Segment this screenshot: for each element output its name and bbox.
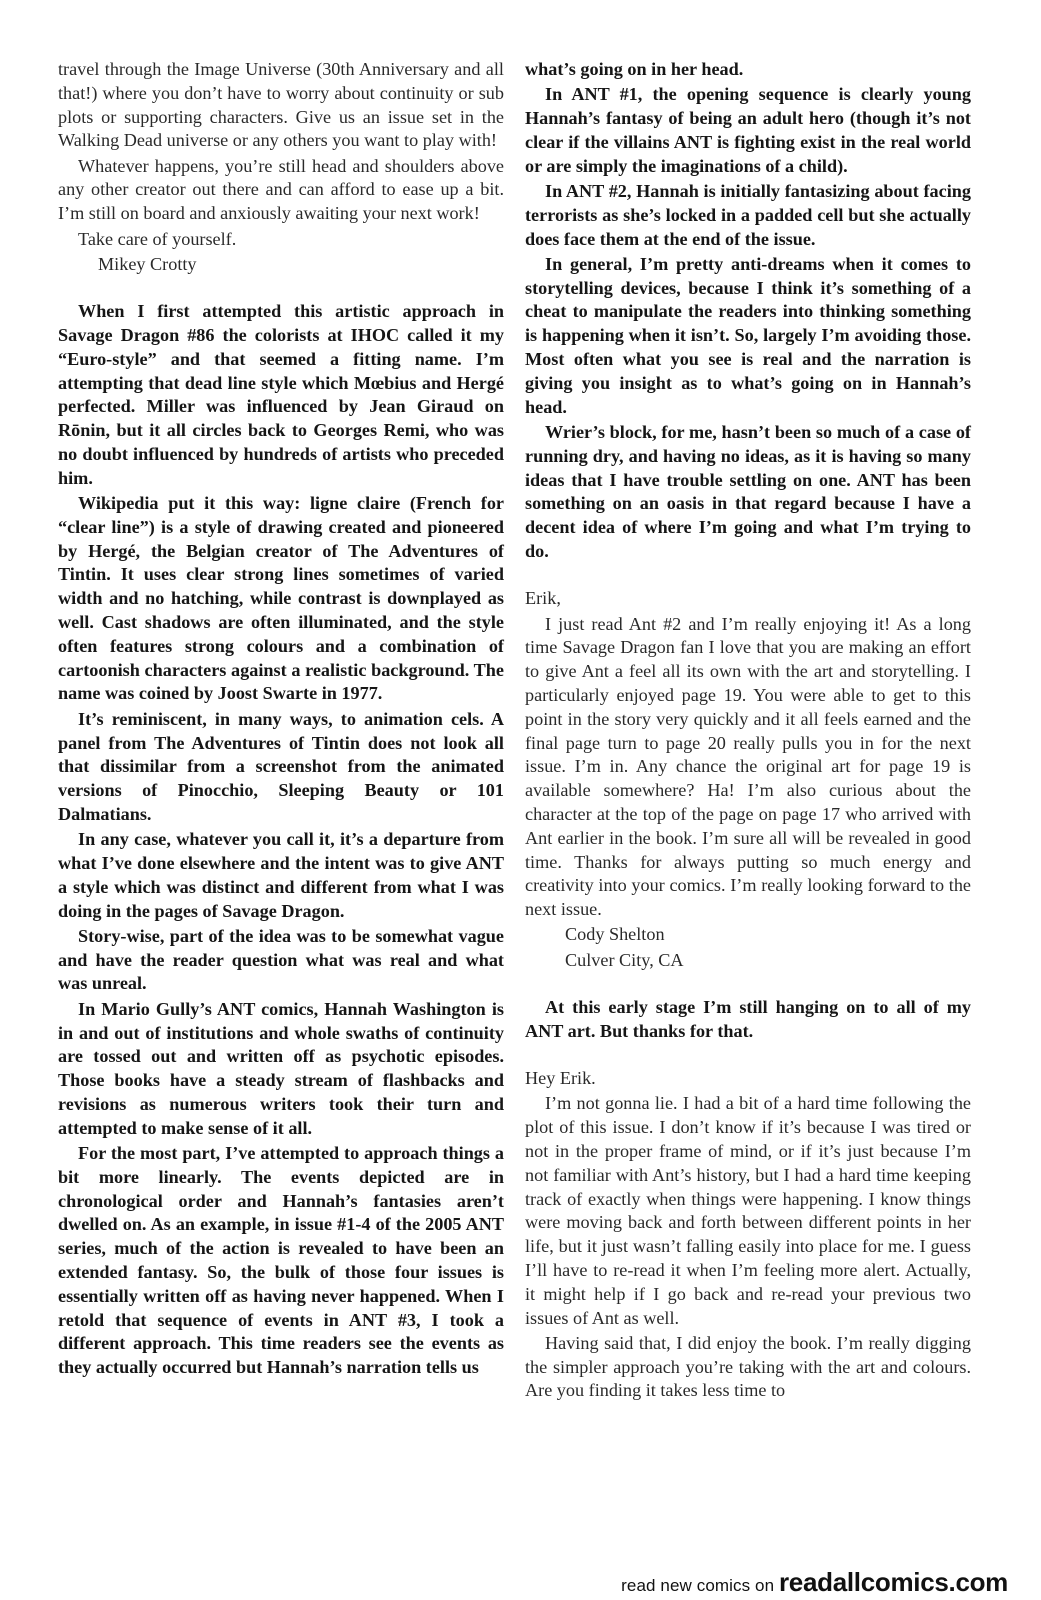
- editor-response-paragraph: It’s reminiscent, in many ways, to animation cels. A panel from The Adventures of Tintin does not look all that dissimilar from a screenshot from the animated versions of Pinocchio, Sleeping Beauty or 101 Dalmatians.: [58, 708, 504, 824]
- editor-response-paragraph: what’s going on in her head.: [525, 59, 744, 79]
- paragraph-spacer: [525, 974, 971, 996]
- letter-paragraph: Having said that, I did enjoy the book. I’m really digging the simpler approach you’re taking with the art and colours. Are you finding it takes less time to: [525, 1332, 971, 1401]
- editor-response-paragraph: In ANT #1, the opening sequence is clearly young Hannah’s fantasy of being an adult hero (though it’s not clear if the villains ANT is fighting exist in the real world or are simply the imaginations of a child).: [525, 84, 971, 176]
- editor-response-paragraph: For the most part, I’ve attempted to approach things a bit more linearly. The events depicted are in chronological order and Hannah’s fantasies aren’t dwelled on. As an example, in issue #1-4 of the 2005 ANT series, much of the action is revealed to have been an extended fantasy. So, the bulk of those four issues is essentially written off as having never happened. When I retold that sequence of events in ANT #3, I took a different approach. This time readers see the events as they actually occurred but Hannah’s narration tells us: [58, 1143, 504, 1378]
- right-column: [525, 58, 971, 1405]
- editor-response-paragraph: In any case, whatever you call it, it’s a departure from what I’ve done elsewhere and the intent was to give ANT a style which was distinct and different from what I was doing in the pages of Savage Dragon.: [58, 829, 504, 921]
- editor-response-paragraph: At this early stage I’m still hanging on to all of my ANT art. But thanks for that.: [525, 996, 971, 1041]
- signature-line: Culver City, CA: [565, 949, 684, 970]
- letter-paragraph: Whatever happens, you’re still head and shoulders above any other creator out there and can afford to ease up a bit. I’m still on board and anxiously awaiting your next work!: [58, 155, 504, 224]
- footer-site-link[interactable]: readallcomics.com: [778, 1567, 1008, 1597]
- editor-response-paragraph: In Mario Gully’s ANT comics, Hannah Washington is in and out of institutions and whole swaths of continuity are tossed out and written off as psychotic episodes. Those books have a steady stream of flashbacks and revisions as numerous writers took their turn and attempted to make sense of it all.: [58, 998, 504, 1138]
- left-column: [58, 58, 504, 1382]
- editor-response-paragraph: Wikipedia put it this way: ligne claire (French for “clear line”) is a style of drawing created and pioneered by Hergé, the Belgian creator of The Adventures of Tintin. It uses clear strong lines sometimes of varied width and no hatching, while contrast is downplayed as well. Cast shadows are often illuminated, and the style often features strong colours and a combination of cartoonish characters against a realistic background. The name was coined by Joost Swarte in 1977.: [58, 493, 504, 704]
- letter-paragraph: Take care of yourself.: [78, 228, 237, 249]
- paragraph-spacer: [525, 1045, 971, 1067]
- letter-paragraph: travel through the Image Universe (30th Anniversary and all that!) where you don’t have to worry about continuity or sub plots or supporting characters. Give us an issue set in the Walking Dead universe or any others you want to play with!: [58, 59, 504, 151]
- watermark-footer[interactable]: [621, 1567, 1008, 1598]
- editor-response-paragraph: Wrier’s block, for me, hasn’t been so much of a case of running dry, and having no ideas, as it is having so many ideas that I have trouble settling on one. ANT has been something on an oasis in that regard because I have a decent idea of where I’m going and what I’m trying to do.: [525, 421, 971, 561]
- editor-response-paragraph: In ANT #2, Hannah is initially fantasizing about facing terrorists as she’s locked in a padded cell but she actually does face them at the end of the issue.: [525, 180, 971, 249]
- editor-response-paragraph: Story-wise, part of the idea was to be somewhat vague and have the reader question what was real and what was unreal.: [58, 925, 504, 994]
- signature-line: Mikey Crotty: [98, 253, 197, 274]
- paragraph-spacer: [58, 278, 504, 300]
- signature-line: Cody Shelton: [565, 924, 665, 945]
- editor-response-paragraph: In general, I’m pretty anti-dreams when it comes to storytelling devices, because I think it’s something of a cheat to manipulate the readers into thinking something is happening when it isn’t. So, largely I’m avoiding those. Most often what you see is real and the narration is giving you insight as to what’s going on in Hannah’s head.: [525, 253, 971, 417]
- letter-paragraph: I just read Ant #2 and I’m really enjoying it! As a long time Savage Dragon fan I love that you are making an effort to give Ant a feel all its own with the art and storytelling. I particularly enjoyed page 19. You were able to get to this point in the story very quickly and it all feels earned and the final page turn to page 20 really pulls you in for the next issue. I’m in. Any chance the original art for page 19 is available somewhere? Ha! I’m also curious about the character at the top of the page on page 17 who arrived with Ant earlier in the book. I’m sure all will be revealed in good time. Thanks for always putting so much energy and creativity into your comics. I’m really looking forward to the next issue.: [525, 613, 971, 920]
- letter-salutation: Erik,: [525, 588, 561, 609]
- letter-salutation: Hey Erik.: [525, 1068, 596, 1089]
- footer-prefix: read new comics on: [621, 1576, 779, 1595]
- editor-response-paragraph: When I first attempted this artistic approach in Savage Dragon #86 the colorists at IHOC called it my “Euro-style” and that seemed a fitting name. I’m attempting that dead line style which Mœbius and Hergé perfected. Miller was influenced by Jean Giraud on Rōnin, but it all circles back to Georges Remi, who was no doubt influenced by hundreds of artists who preceded him.: [58, 301, 504, 488]
- paragraph-spacer: [525, 565, 971, 587]
- letter-paragraph: I’m not gonna lie. I had a bit of a hard time following the plot of this issue. I don’t know if it’s because I was tired or not in the proper frame of mind, or if it’s just because I’m not familiar with Ant’s history, but I had a hard time keeping track of exactly when things were happening. I know things were moving back and forth between different points in her life, but it just wasn’t falling easily into place for me. I guess I’ll have to re-read it when I’m feeling more alert. Actually, it might help if I go back and re-read your previous two issues of Ant as well.: [525, 1093, 971, 1328]
